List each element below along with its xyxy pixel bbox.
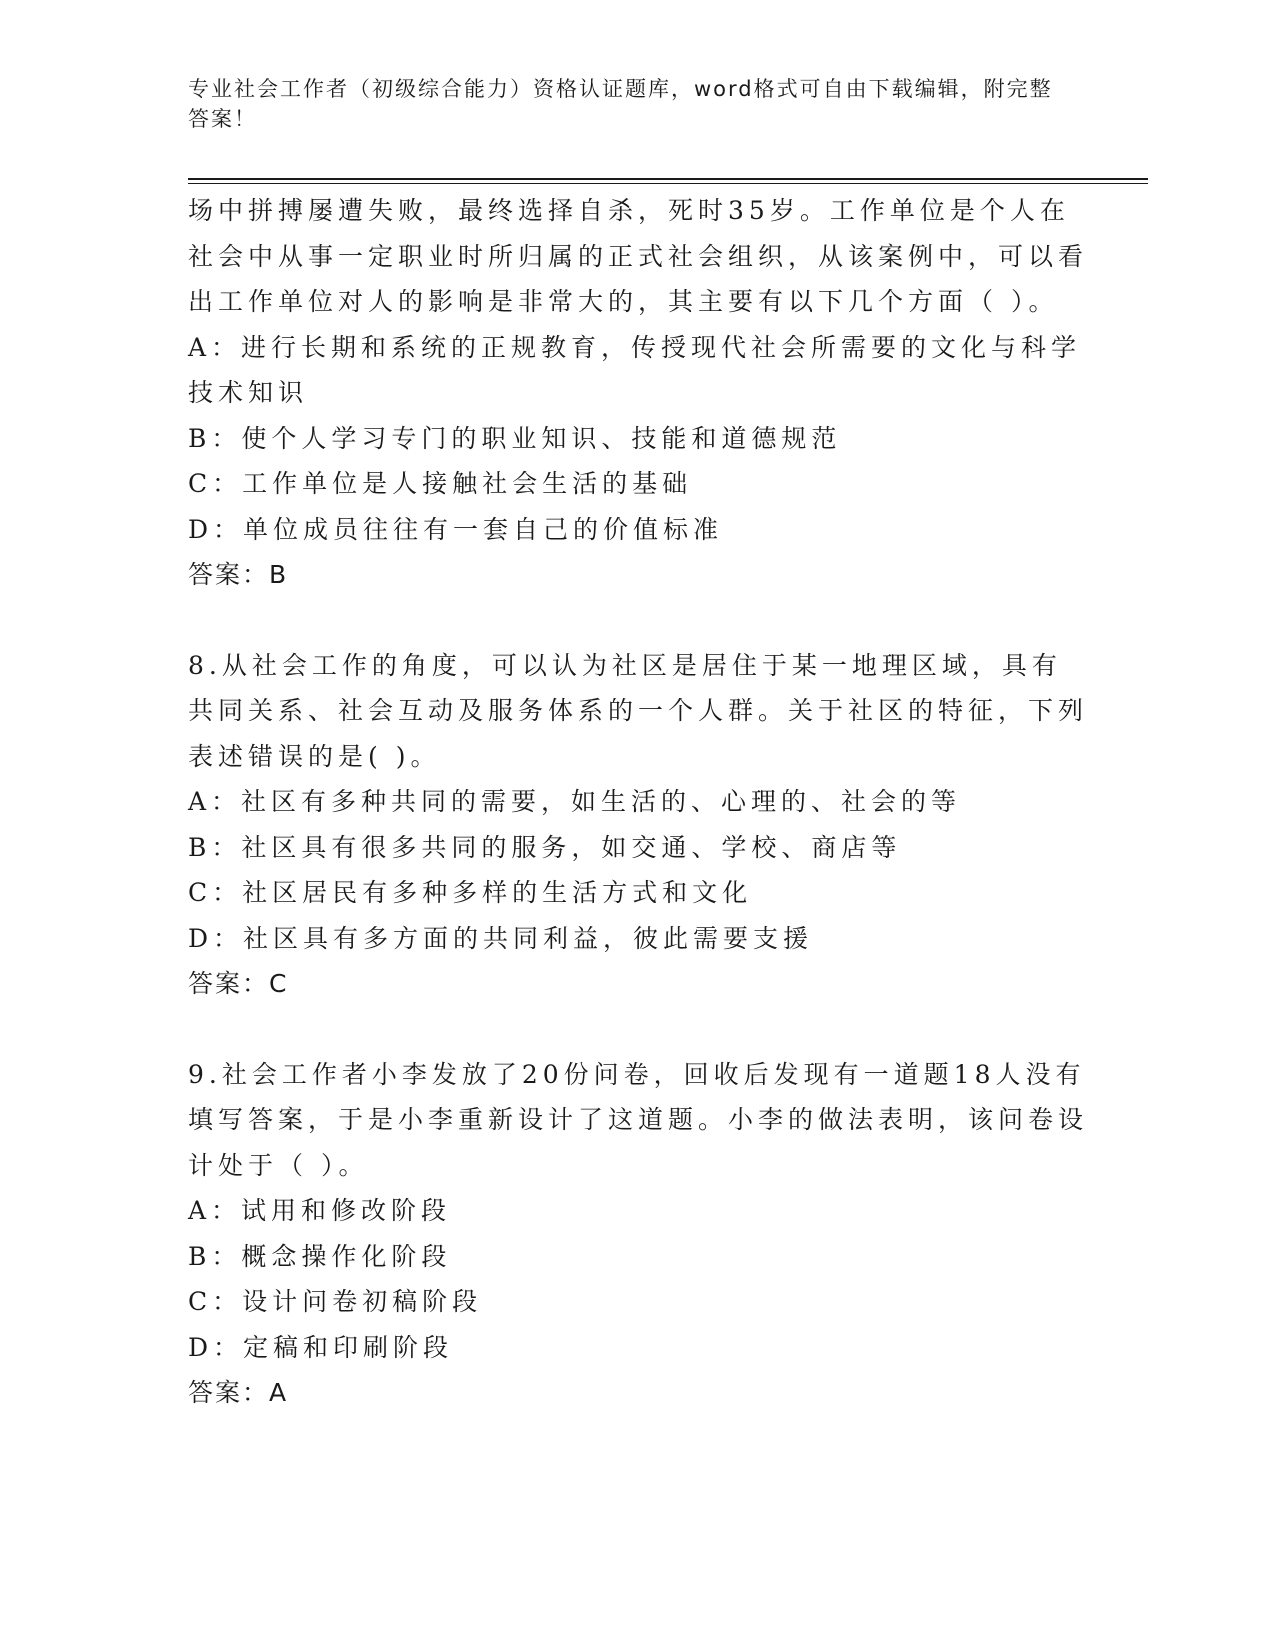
header-divider-thin xyxy=(188,183,1148,184)
question-stem: 9.社会工作者小李发放了20份问卷，回收后发现有一道题18人没有填写答案，于是小李重新设计了这道题。小李的做法表明，该问卷设计处于（ ）。 xyxy=(188,1059,1089,1180)
header-divider-thick xyxy=(188,178,1148,180)
option-d: D：单位成员往往有一套自己的价值标准 xyxy=(188,514,724,544)
answer-line: 答案：B xyxy=(188,560,289,589)
option-a: A：社区有多种共同的需要，如生活的、心理的、社会的等 xyxy=(188,787,962,816)
spacer xyxy=(188,1007,1088,1052)
question-block xyxy=(188,1052,1088,1416)
question-stem: 场中拼搏屡遭失败，最终选择自杀，死时35岁。工作单位是个人在社会中从事一定职业时所归属的正式社会组织，从该案例中，可以看出工作单位对人的影响是非常大的，其主要有以下几个方面（ ）。 xyxy=(188,196,1089,316)
option-b: B：概念操作化阶段 xyxy=(188,1241,452,1271)
option-c: C：社区居民有多种多样的生活方式和文化 xyxy=(188,878,753,907)
option-a: A：进行长期和系统的正规教育，传授现代社会所需要的文化与科学技术知识 xyxy=(188,332,1082,407)
option-a: A：试用和修改阶段 xyxy=(188,1196,452,1225)
document-header: 专业社会工作者（初级综合能力）资格认证题库，word格式可自由下载编辑，附完整答案！ xyxy=(188,77,1053,131)
question-list xyxy=(188,188,1088,1416)
answer-line: 答案：A xyxy=(188,1378,289,1407)
question-stem: 8.从社会工作的角度，可以认为社区是居住于某一地理区域，具有共同关系、社会互动及服务体系的一个人群。关于社区的特征，下列表述错误的是( )。 xyxy=(188,650,1089,771)
spacer xyxy=(188,598,1088,643)
option-c: C：工作单位是人接触社会生活的基础 xyxy=(188,469,693,498)
option-c: C：设计问卷初稿阶段 xyxy=(188,1287,483,1316)
answer-line: 答案：C xyxy=(188,969,289,998)
option-b: B：使个人学习专门的职业知识、技能和道德规范 xyxy=(188,423,842,453)
option-d: D：定稿和印刷阶段 xyxy=(188,1332,454,1362)
question-block xyxy=(188,188,1088,598)
question-block xyxy=(188,643,1088,1007)
option-d: D：社区具有多方面的共同利益，彼此需要支援 xyxy=(188,923,814,953)
option-b: B：社区具有很多共同的服务，如交通、学校、商店等 xyxy=(188,832,902,862)
